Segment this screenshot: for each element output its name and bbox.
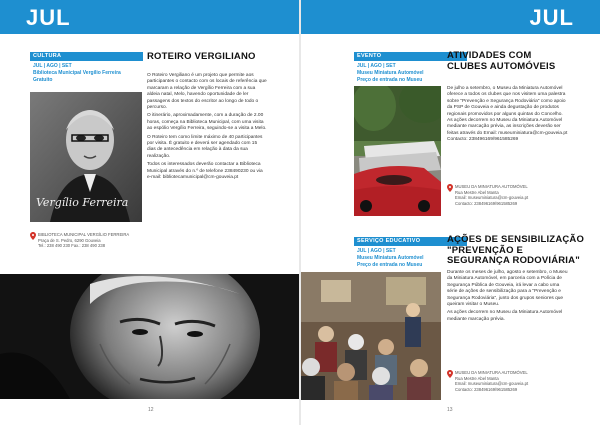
venue-name: MUSEU DA MINIATURA AUTOMÓVEL (455, 370, 528, 375)
sensibilizacao-paragraph-2: As ações decorrem no Museu da Miniatura Automóvel mediante marcação prévia. (447, 310, 563, 322)
sensibilizacao-title-line2: "PREVENÇÃO E (447, 244, 524, 256)
page-number-right: 13 (447, 407, 453, 413)
roteiro-paragraph-2: O itinerário, aproximadamente, com a duração de 2.00 horas, começa na Biblioteca Municipal, com uma visita ao espólio Vergílio Ferreira, seguindo-se a visita a Melo. (147, 113, 267, 132)
roteiro-title: ROTEIRO VERGILIANO (147, 51, 256, 62)
month-label-right: JUL (529, 5, 574, 30)
roteiro-paragraph-4: Todos os interessados deverão contactar a Biblioteca Municipal através do n.º de telefone 238490230 ou via e-mail: bibliotecamunicipal@cm-gouveia.pt (147, 162, 263, 181)
tag-category: EVENTO (354, 52, 467, 61)
venue-email: Email: museuminiatura@cm-gouveia.pt (455, 195, 529, 201)
tag-price: Preço de entrada no Museu (357, 77, 423, 83)
left-header-bar (0, 0, 299, 34)
tag-place: Museu Miniatura Automóvel (357, 255, 424, 261)
tag-price: Gratuito (33, 77, 53, 83)
elderly-man-image (0, 274, 299, 399)
sensibilizacao-title (447, 235, 584, 267)
clubes-title (447, 51, 555, 72)
sensibilizacao-body (447, 270, 569, 325)
roteiro-body (147, 73, 267, 184)
elderly-man-photo (0, 274, 299, 399)
event-tag-cultura (30, 52, 143, 84)
tag-category: CULTURA (30, 52, 143, 61)
venue-phone: Contacto: 238496169/961585269 (455, 386, 518, 392)
clubes-body (447, 86, 569, 146)
page-number-left: 12 (148, 407, 154, 413)
tag-place: Museu Miniatura Automóvel (357, 70, 424, 76)
venue-phone: Tel.: 238 490 230 Fax.: 238 490 238 (38, 243, 106, 249)
location-pin-icon (30, 232, 36, 240)
venue-address: Rua Mestre Abel Manta (455, 189, 499, 195)
vintage-cars-photo (354, 86, 441, 216)
sensibilizacao-title-line1: AÇÕES DE SENSIBILIZAÇÃO (447, 234, 585, 245)
signature-graphic: Vergílio Ferreira (36, 196, 129, 209)
venue-email: Email: museuminiatura@cm-gouveia.pt (455, 381, 529, 387)
seniors-audience-image (301, 272, 441, 400)
venue-name: BIBLIOTECA MUNICIPAL VERGÍLIO FERREIRA (38, 232, 130, 237)
venue-museu-1 (455, 184, 575, 206)
roteiro-paragraph-1: O Roteiro Vergiliano é um projeto que permite aos participantes o contacto com os locais de referência que marcaram a relação de Vergílio Ferreira com a sua aldeia natal, Melo, havendo oportunidade de ler passagens dos textos do escritor ao longo de todo o percurso. (147, 73, 267, 111)
venue-address: Praça de S. Pedro, 6290 Gouveia (38, 237, 101, 243)
tag-category: SERVIÇO EDUCATIVO (354, 237, 467, 246)
sensibilizacao-paragraph-1: Durante os meses de julho, agosto e setembro, o Museu da Miniatura Automóvel, em parceria com a Polícia de Segurança Pública de Gouveia, irá levar a cabo uma série de ações de sensibilização para a "Prevenção e Segurança Rodoviária", junto dos grupos seniores que queiram visitar o Museu. (447, 270, 568, 308)
venue-museu-2 (455, 370, 575, 392)
vintage-cars-image (354, 86, 441, 216)
clubes-title-line2: CLUBES AUTOMÓVEIS (447, 60, 556, 72)
roteiro-paragraph-3: O Roteiro tem como limite máximo de 40 participantes por visita. É gratuito e deverá ser agendado com 15 dias de antecedência em relação à data da sua realização. (147, 134, 263, 159)
right-header-bar (301, 0, 600, 34)
sensibilizacao-title-line3: SEGURANÇA RODOVIÁRIA" (447, 255, 580, 266)
tag-months: JUL | AGO | SET (33, 63, 72, 69)
vergilio-portrait-photo (30, 92, 142, 222)
tag-months: JUL | AGO | SET (357, 248, 396, 254)
tag-months: JUL | AGO | SET (357, 63, 396, 69)
venue-name: MUSEU DA MINIATURA AUTOMÓVEL (455, 184, 528, 189)
tag-price: Preço de entrada no Museu (357, 262, 423, 268)
venue-address: Rua Mestre Abel Manta (455, 375, 499, 381)
month-label-left: JUL (26, 5, 71, 30)
location-pin-icon (447, 370, 453, 378)
venue-phone: Contacto: 238496169/961585269 (455, 200, 518, 206)
location-pin-icon (447, 184, 453, 192)
venue-biblioteca (38, 232, 158, 249)
clubes-paragraph: De julho a setembro, o Museu da Miniatura Automóvel oferece a todos os clubes que nos visitem uma palestra sobre "Prevenção e Segurança Rodoviária" como apoio da PSP de Gouveia e ainda degustação de produtos regionais promovidos por alguns quintas do Concelho. As ações decorrem no Museu da Miniatura Automóvel mediante marcação prévia, as inscrições deverão ser feitas através do Email: museuminiatura@cm-gouveia.pt Contacto: 238496169/961585269 (447, 86, 568, 143)
clubes-title-line1: ATIVIDADES COM (447, 50, 532, 61)
seniors-audience-photo (301, 272, 441, 400)
tag-place: Biblioteca Municipal Vergílio Ferreira (33, 70, 121, 76)
